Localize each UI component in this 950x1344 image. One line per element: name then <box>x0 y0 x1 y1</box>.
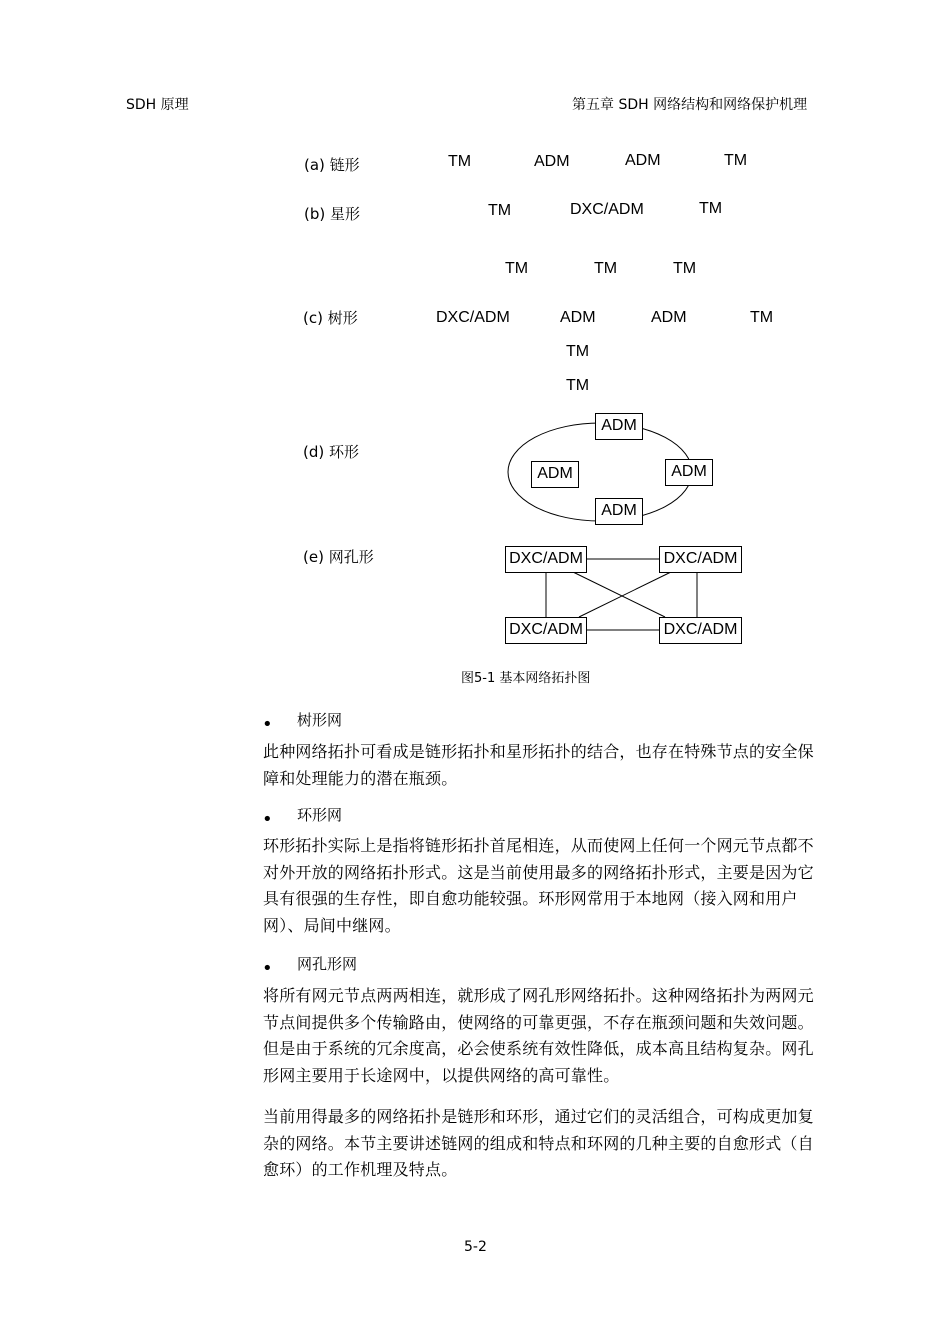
figure-caption: 图5-1 基本网络拓扑图 <box>461 671 591 686</box>
section-body: 将所有网元节点两两相连，就形成了网孔形网络拓扑。这种网络拓扑为两网元节点间提供多个传输路由，使网络的可靠更强，不存在瓶颈问题和失效问题。但是由于系统的冗余度高，必会使系统有效性降低，成本高且结构复杂。网孔形网主要用于长途网中，以提供网络的高可靠性。 <box>263 986 814 1085</box>
chain-node: ADM <box>625 152 661 169</box>
tree-node: ADM <box>560 309 596 326</box>
ring-node: ADM <box>665 459 713 486</box>
mesh-link-diag-1 <box>573 572 665 617</box>
chain-node: ADM <box>534 153 570 170</box>
page-number: 5-2 <box>464 1239 487 1255</box>
mesh-link-diag-2 <box>579 572 671 617</box>
tree-node: ADM <box>651 309 687 326</box>
section-title: 网孔形网 <box>297 955 358 973</box>
section-body: 环形拓扑实际上是指将链形拓扑首尾相连，从而使网上任何一个网元节点都不对外开放的网络拓扑形式。这是当前使用最多的网络拓扑形式，主要是因为它具有很强的生存性，即自愈功能较强。环形网常用于本地网（接入网和用户网）、局间中继网。 <box>263 836 814 935</box>
tree-node: TM <box>750 309 774 326</box>
tree-label: (c) 树形 <box>303 309 358 327</box>
bullet-icon: • <box>262 958 273 979</box>
ring-node: ADM <box>595 413 643 440</box>
bullet-icon: • <box>262 714 273 735</box>
header-left: SDH 原理 <box>126 97 189 113</box>
tree-node-top: TM <box>594 260 618 277</box>
mesh-label: (e) 网孔形 <box>303 548 374 566</box>
section-title: 环形网 <box>297 806 343 824</box>
bullet-icon: • <box>262 809 273 830</box>
star-node: TM <box>699 200 723 217</box>
tree-node-bottom: TM <box>566 343 590 360</box>
ring-node: ADM <box>595 498 643 525</box>
header-right: 第五章 SDH 网络结构和网络保护机理 <box>572 97 808 113</box>
mesh-node: DXC/ADM <box>505 617 587 644</box>
star-node: DXC/ADM <box>570 201 644 218</box>
tree-node-top: TM <box>505 260 529 277</box>
ring-node: ADM <box>531 461 579 488</box>
star-node: TM <box>488 202 512 219</box>
closing-paragraph: 当前用得最多的网络拓扑是链形和环形，通过它们的灵活组合，可构成更加复杂的网络。本节主要讲述链网的组成和特点和环网的几种主要的自愈形式（自愈环）的工作机理及特点。 <box>263 1107 814 1179</box>
section-body: 此种网络拓扑可看成是链形拓扑和星形拓扑的结合，也存在特殊节点的安全保障和处理能力的潜在瓶颈。 <box>263 742 814 788</box>
star-label: (b) 星形 <box>304 205 360 223</box>
tree-node: DXC/ADM <box>436 309 510 326</box>
mesh-node: DXC/ADM <box>505 546 587 573</box>
mesh-node: DXC/ADM <box>659 617 742 644</box>
tree-node-top: TM <box>673 260 697 277</box>
section-title: 树形网 <box>297 711 343 729</box>
tree-node-bottom: TM <box>566 377 590 394</box>
chain-label: (a) 链形 <box>304 156 360 174</box>
chain-node: TM <box>724 152 748 169</box>
chain-node: TM <box>448 153 472 170</box>
ring-label: (d) 环形 <box>303 443 359 461</box>
mesh-node: DXC/ADM <box>659 546 742 573</box>
